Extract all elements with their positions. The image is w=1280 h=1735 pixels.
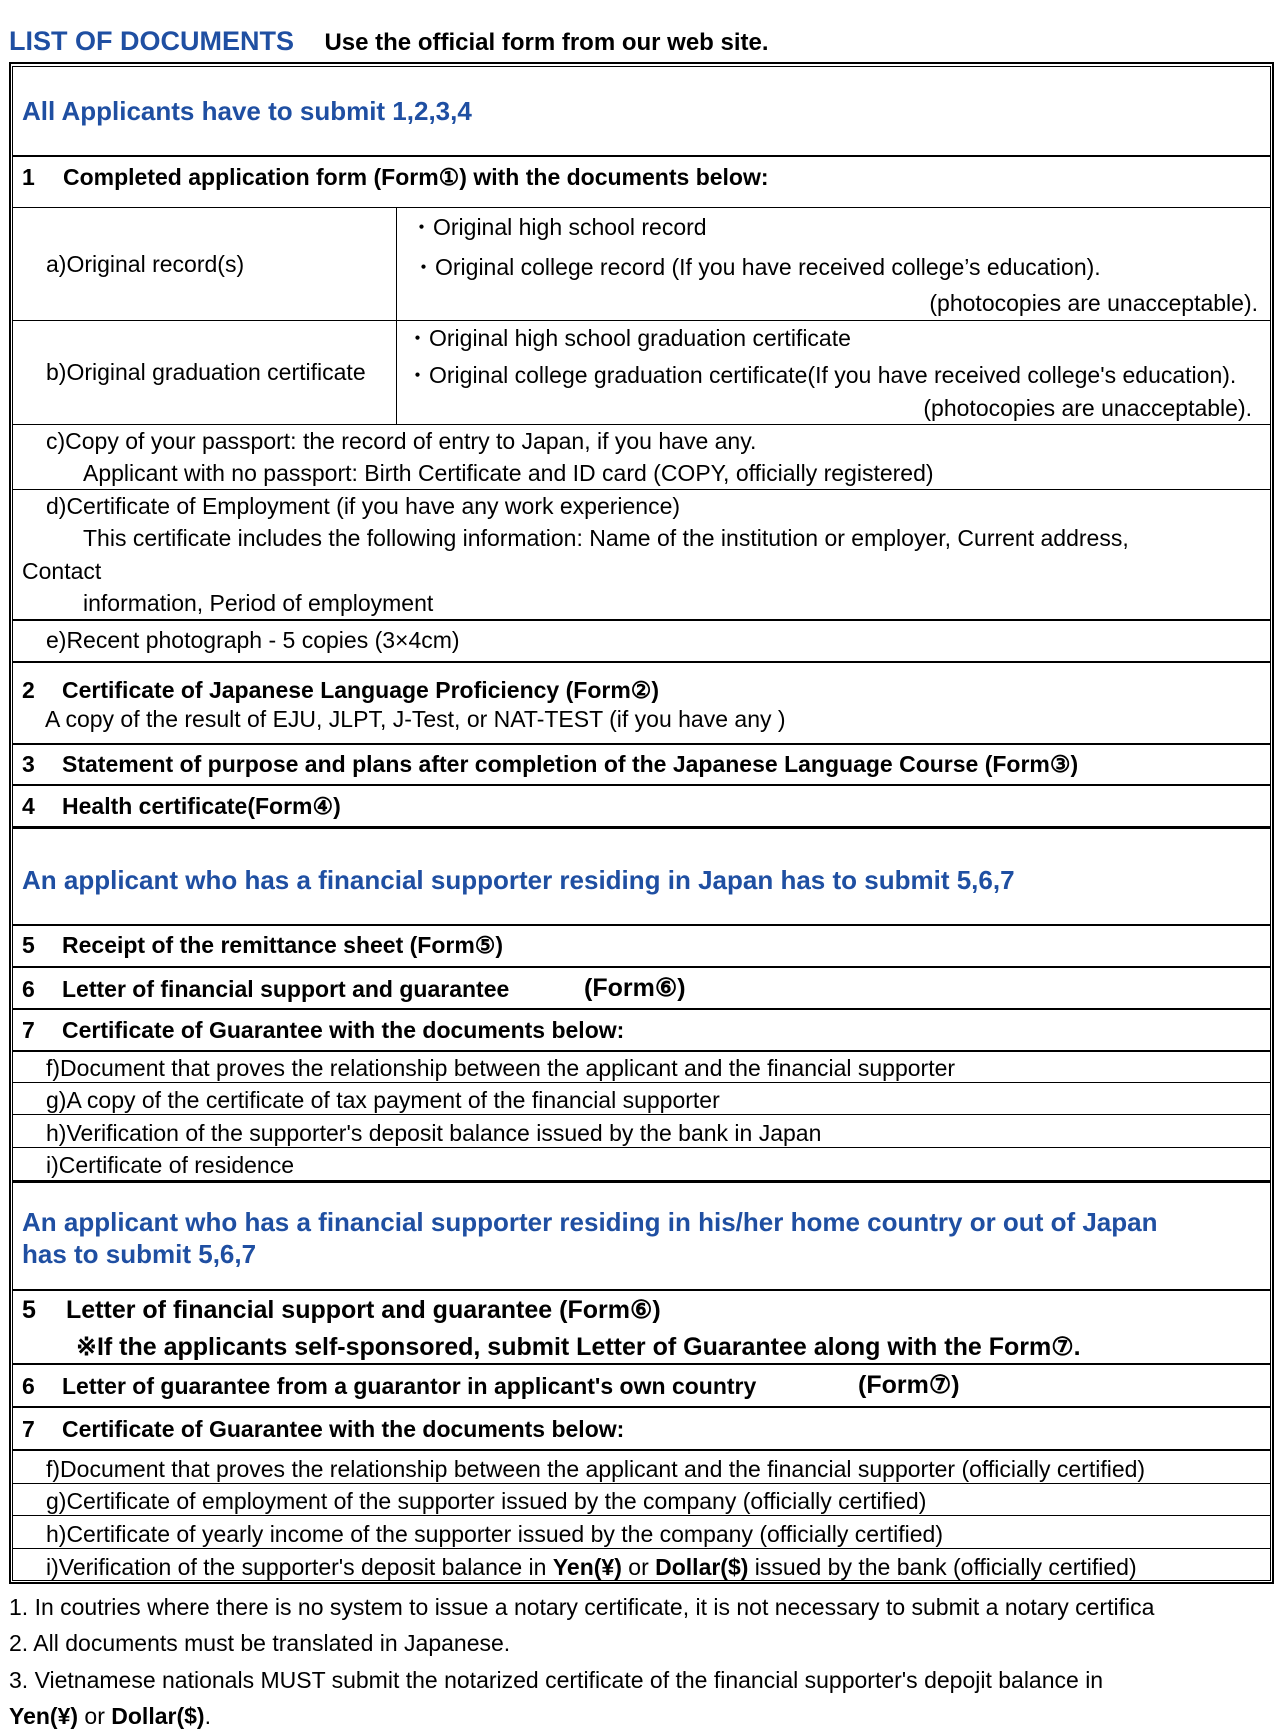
item-2-subtext: A copy of the result of EJU, JLPT, J-Test, or NAT-TEST (if you have any ) — [45, 706, 786, 732]
row-d-line: d)Certificate of Employment (if you have any work experience) — [46, 493, 681, 519]
item-number: 5 — [22, 1296, 36, 1324]
item-6-title: Letter of financial support and guarantee — [62, 976, 510, 1002]
divider — [12, 207, 1271, 208]
row-i-text: i)Verification of the supporter's deposit balance in — [46, 1554, 553, 1580]
item-number: 7 — [22, 1017, 35, 1043]
divider — [12, 826, 1271, 829]
row-b-line: ・Original high school graduation certificate — [406, 325, 851, 351]
item-6-form: (Form⑥) — [584, 974, 686, 1002]
item-4-title: Health certificate(Form④) — [62, 793, 341, 819]
divider — [12, 924, 1271, 926]
item-number: 2 — [22, 677, 35, 703]
row-a-line: ・Original college record (If you have received college’s education). — [412, 254, 1101, 280]
page-header — [9, 26, 769, 57]
note-2: 2. All documents must be translated in Japanese. — [9, 1630, 511, 1656]
divider — [12, 320, 1271, 321]
item-number: 4 — [22, 793, 35, 819]
row-f: f)Document that proves the relationship between the applicant and the financial supporter — [46, 1055, 956, 1081]
divider — [12, 1363, 1271, 1365]
row-g: g)A copy of the certificate of tax payment of the financial supporter — [46, 1087, 720, 1113]
item-number: 6 — [22, 976, 35, 1002]
divider — [12, 661, 1271, 663]
row-c-line: c)Copy of your passport: the record of entry to Japan, if you have any. — [46, 428, 757, 454]
row-e-line: e)Recent photograph - 5 copies (3×4cm) — [46, 627, 460, 653]
row-c-line: Applicant with no passport: Birth Certificate and ID card (COPY, officially registered) — [83, 460, 934, 486]
item-number: 7 — [22, 1416, 35, 1442]
divider — [12, 966, 1271, 968]
item-number: 3 — [22, 751, 35, 777]
divider — [12, 155, 1271, 157]
divider — [12, 1406, 1271, 1408]
item-5-title: Receipt of the remittance sheet (Form⑤) — [62, 932, 504, 958]
section-heading-all-applicants: All Applicants have to submit 1,2,3,4 — [22, 96, 472, 126]
divider — [12, 1548, 1271, 1549]
row-b-line: ・Original college graduation certificate(If you have received college's education). — [406, 362, 1237, 388]
row-d-line: information, Period of employment — [83, 590, 434, 616]
divider — [12, 619, 1271, 621]
note-1: 1. In coutries where there is no system to issue a notary certificate, it is not necessary to submit a notary certifica — [9, 1594, 1155, 1620]
divider — [12, 1114, 1271, 1115]
item-5-title: Letter of financial support and guarantee (Form⑥) — [66, 1296, 661, 1324]
divider — [12, 784, 1271, 786]
note-3-cont — [9, 1703, 211, 1729]
row-i-or: or — [621, 1554, 656, 1580]
currency-yen: Yen(¥) — [9, 1703, 79, 1729]
section-heading-supporter-abroad: An applicant who has a financial supporter residing in his/her home country or out of Japan — [22, 1207, 1158, 1237]
note-3-end: . — [204, 1703, 211, 1729]
item-number: 6 — [22, 1373, 35, 1399]
currency-dollar: Dollar($) — [111, 1703, 205, 1729]
divider — [12, 1449, 1271, 1451]
divider — [12, 1289, 1271, 1291]
section-heading-supporter-abroad-cont: has to submit 5,6,7 — [22, 1239, 257, 1269]
page-subtitle: Use the official form from our web site. — [324, 29, 769, 56]
item-7-title: Certificate of Guarantee with the documents below: — [62, 1416, 625, 1442]
item-7-title: Certificate of Guarantee with the documents below: — [62, 1017, 625, 1043]
currency-yen: Yen(¥) — [552, 1554, 622, 1580]
row-h: h)Verification of the supporter's deposit balance issued by the bank in Japan — [46, 1120, 822, 1146]
section-heading-supporter-in-japan: An applicant who has a financial supporter residing in Japan has to submit 5,6,7 — [22, 865, 1015, 895]
item-number: 1 — [22, 164, 35, 190]
item-6-form: (Form⑦) — [858, 1371, 960, 1399]
row-g: g)Certificate of employment of the supporter issued by the company (officially certified) — [46, 1488, 927, 1514]
divider — [12, 743, 1271, 745]
row-f: f)Document that proves the relationship between the applicant and the financial supporter (officially certified) — [46, 1456, 1146, 1482]
item-2-title: Certificate of Japanese Language Proficiency (Form②) — [62, 677, 660, 703]
row-d-line: Contact — [22, 558, 102, 584]
item-1-title: Completed application form (Form①) with the documents below: — [63, 164, 769, 190]
column-divider — [396, 207, 397, 424]
item-3-title: Statement of purpose and plans after completion of the Japanese Language Course (Form③) — [62, 751, 1079, 777]
row-i-text-end: issued by the bank (officially certified) — [748, 1554, 1137, 1580]
item-number: 5 — [22, 932, 35, 958]
note-3: 3. Vietnamese nationals MUST submit the notarized certificate of the financial supporter's depojit balance in — [9, 1667, 1104, 1693]
divider — [12, 1147, 1271, 1148]
currency-dollar: Dollar($) — [655, 1554, 749, 1580]
divider — [12, 1050, 1271, 1052]
divider — [12, 1483, 1271, 1484]
item-5-note: ※If the applicants self-sponsored, submit Letter of Guarantee along with the Form⑦. — [76, 1333, 1081, 1361]
note-3-or: or — [78, 1703, 112, 1729]
divider — [12, 489, 1271, 490]
row-a-note: (photocopies are unacceptable). — [929, 290, 1258, 316]
row-d-line: This certificate includes the following information: Name of the institution or employer, Current address, — [83, 525, 1129, 551]
row-b-label: b)Original graduation certificate — [46, 359, 366, 385]
row-h: h)Certificate of yearly income of the supporter issued by the company (officially certified) — [46, 1521, 943, 1547]
divider — [12, 1008, 1271, 1010]
divider — [12, 1180, 1271, 1183]
divider — [12, 424, 1271, 425]
row-a-label: a)Original record(s) — [46, 251, 245, 277]
item-6-title: Letter of guarantee from a guarantor in applicant's own country — [62, 1373, 757, 1399]
divider — [12, 1515, 1271, 1516]
divider — [12, 1082, 1271, 1083]
page-title: LIST OF DOCUMENTS — [9, 26, 294, 56]
row-b-note: (photocopies are unacceptable). — [923, 395, 1252, 421]
row-a-line: ・Original high school record — [410, 214, 707, 240]
row-i — [46, 1554, 1137, 1580]
row-i: i)Certificate of residence — [46, 1152, 294, 1178]
